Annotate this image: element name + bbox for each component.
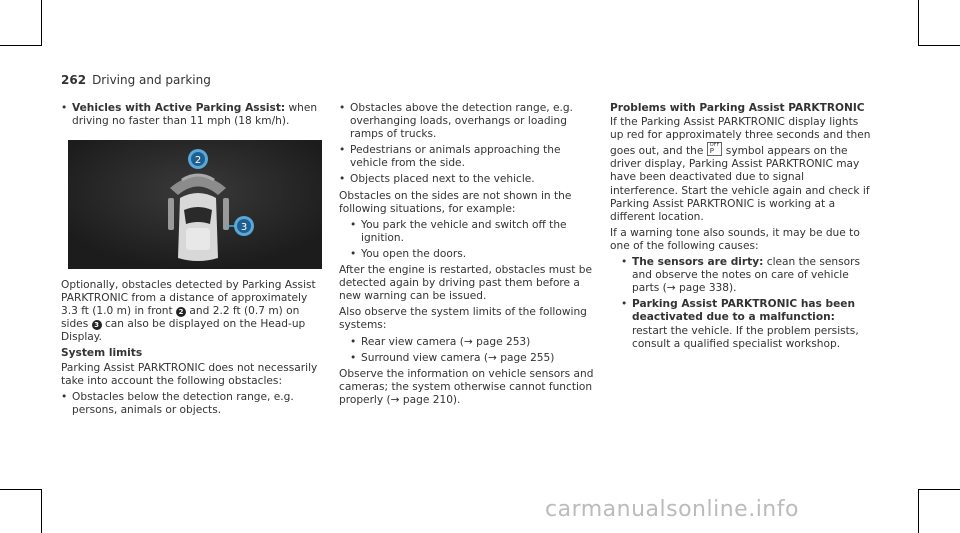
list-item: • Obstacles above the detection range, e.g. overhanging loads, overhangs or loading ramps of trucks. xyxy=(339,102,601,141)
symbol-bottom: P xyxy=(709,147,714,156)
paragraph xyxy=(61,279,323,344)
car-icon xyxy=(178,193,218,261)
column-1-lower xyxy=(61,279,323,420)
list-item: • Obstacles below the detection range, e.g. persons, animals or objects. xyxy=(61,391,323,417)
section-title: Driving and parking xyxy=(92,73,211,87)
bullet-list xyxy=(61,391,323,417)
list-item xyxy=(621,298,872,350)
paragraph: Observe the information on vehicle sensors and cameras; the system otherwise cannot function properly (→ page 210). xyxy=(339,367,594,406)
list-item: • You open the doors. xyxy=(350,248,601,261)
bullet-title: The sensors are dirty: xyxy=(632,256,764,269)
paragraph-text: and 2.2 ft (0.7 m) on sides xyxy=(61,305,300,331)
page-header xyxy=(61,73,211,87)
column-2 xyxy=(339,102,601,410)
bullet-list xyxy=(61,102,323,128)
paragraph: Parking Assist PARKTRONIC does not necessarily take into account the following obstacles: xyxy=(61,361,318,387)
crop-mark xyxy=(0,45,41,46)
paragraph-text: If the Parking Assist PARKTRONIC display lights up red for approximately three seconds and then goes out, and the xyxy=(610,116,871,158)
symbol-top: OFF xyxy=(709,142,720,149)
column-1 xyxy=(61,102,323,131)
bullet-list xyxy=(339,336,601,365)
callout-2-badge: 2 xyxy=(176,307,186,317)
paragraph: Obstacles on the sides are not shown in the following situations, for example: xyxy=(339,189,572,215)
paragraph: After the engine is restarted, obstacles must be detected again by driving past them before a new warning can be issued. xyxy=(339,264,593,303)
list-item xyxy=(621,256,872,295)
callout-2-label: 2 xyxy=(194,155,202,166)
bullet-list xyxy=(339,102,601,187)
section-heading: System limits xyxy=(61,347,143,360)
parking-off-symbol-icon xyxy=(707,142,723,156)
list-item: • Pedestrians or animals approaching the vehicle from the side. xyxy=(339,144,601,170)
bullet-title: Parking Assist PARKTRONIC has been deactivated due to a malfunction: xyxy=(632,298,856,324)
bullet-text: restart the vehicle. If the problem persists, consult a qualified specialist workshop. xyxy=(632,324,859,350)
column-3 xyxy=(610,102,872,354)
bullet-title: Vehicles with Active Parking Assist: xyxy=(72,102,286,114)
crop-mark xyxy=(919,489,960,490)
right-sensor-bar xyxy=(223,198,229,230)
list-item: • Rear view camera (→ page 253) xyxy=(350,336,601,349)
bullet-text: when driving no faster than 11 mph (18 km/h). xyxy=(72,102,318,128)
callout-3-label: 3 xyxy=(240,222,248,233)
crop-mark xyxy=(0,489,41,490)
car-sensor-graphic xyxy=(68,140,322,269)
left-sensor-bar xyxy=(168,198,174,230)
watermark: carmanualsonline.info xyxy=(545,497,799,522)
crop-mark xyxy=(41,0,42,46)
crop-mark xyxy=(918,489,919,533)
bullet-text: clean the sensors and observe the notes on care of vehicle parts (→ page 338). xyxy=(632,256,860,295)
paragraph-text: Optionally, obstacles detected by Parking Assist PARKTRONIC from a distance of approximately 3.3 ft (1.0 m) in front xyxy=(61,279,316,318)
paragraph-text: can also be displayed on the Head-up Display. xyxy=(61,318,306,344)
section-heading: Problems with Parking Assist PARKTRONIC xyxy=(610,102,865,114)
bullet-list xyxy=(339,219,601,261)
paragraph: Also observe the system limits of the following systems: xyxy=(339,306,587,332)
list-item xyxy=(61,102,323,128)
crop-mark xyxy=(918,0,919,46)
crop-mark xyxy=(41,489,42,533)
bullet-list xyxy=(610,256,872,351)
list-item: • Surround view camera (→ page 255) xyxy=(350,352,601,365)
crop-mark xyxy=(919,45,960,46)
list-item: • Objects placed next to the vehicle. xyxy=(339,173,601,186)
list-item: • You park the vehicle and switch off the ignition. xyxy=(350,219,601,245)
paragraph-text: symbol appears on the driver display, Parking Assist PARKTRONIC may have been deactivated due to signal interference. Start the vehicle again and check if Parking Assist PARKTRONIC is working at a different location. xyxy=(610,145,870,223)
page-number: 262 xyxy=(61,73,87,87)
paragraph: If a warning tone also sounds, it may be due to one of the following causes: xyxy=(610,226,860,252)
callout-3-badge: 3 xyxy=(92,320,102,330)
parking-assist-illustration xyxy=(68,140,322,269)
paragraph xyxy=(610,116,872,224)
